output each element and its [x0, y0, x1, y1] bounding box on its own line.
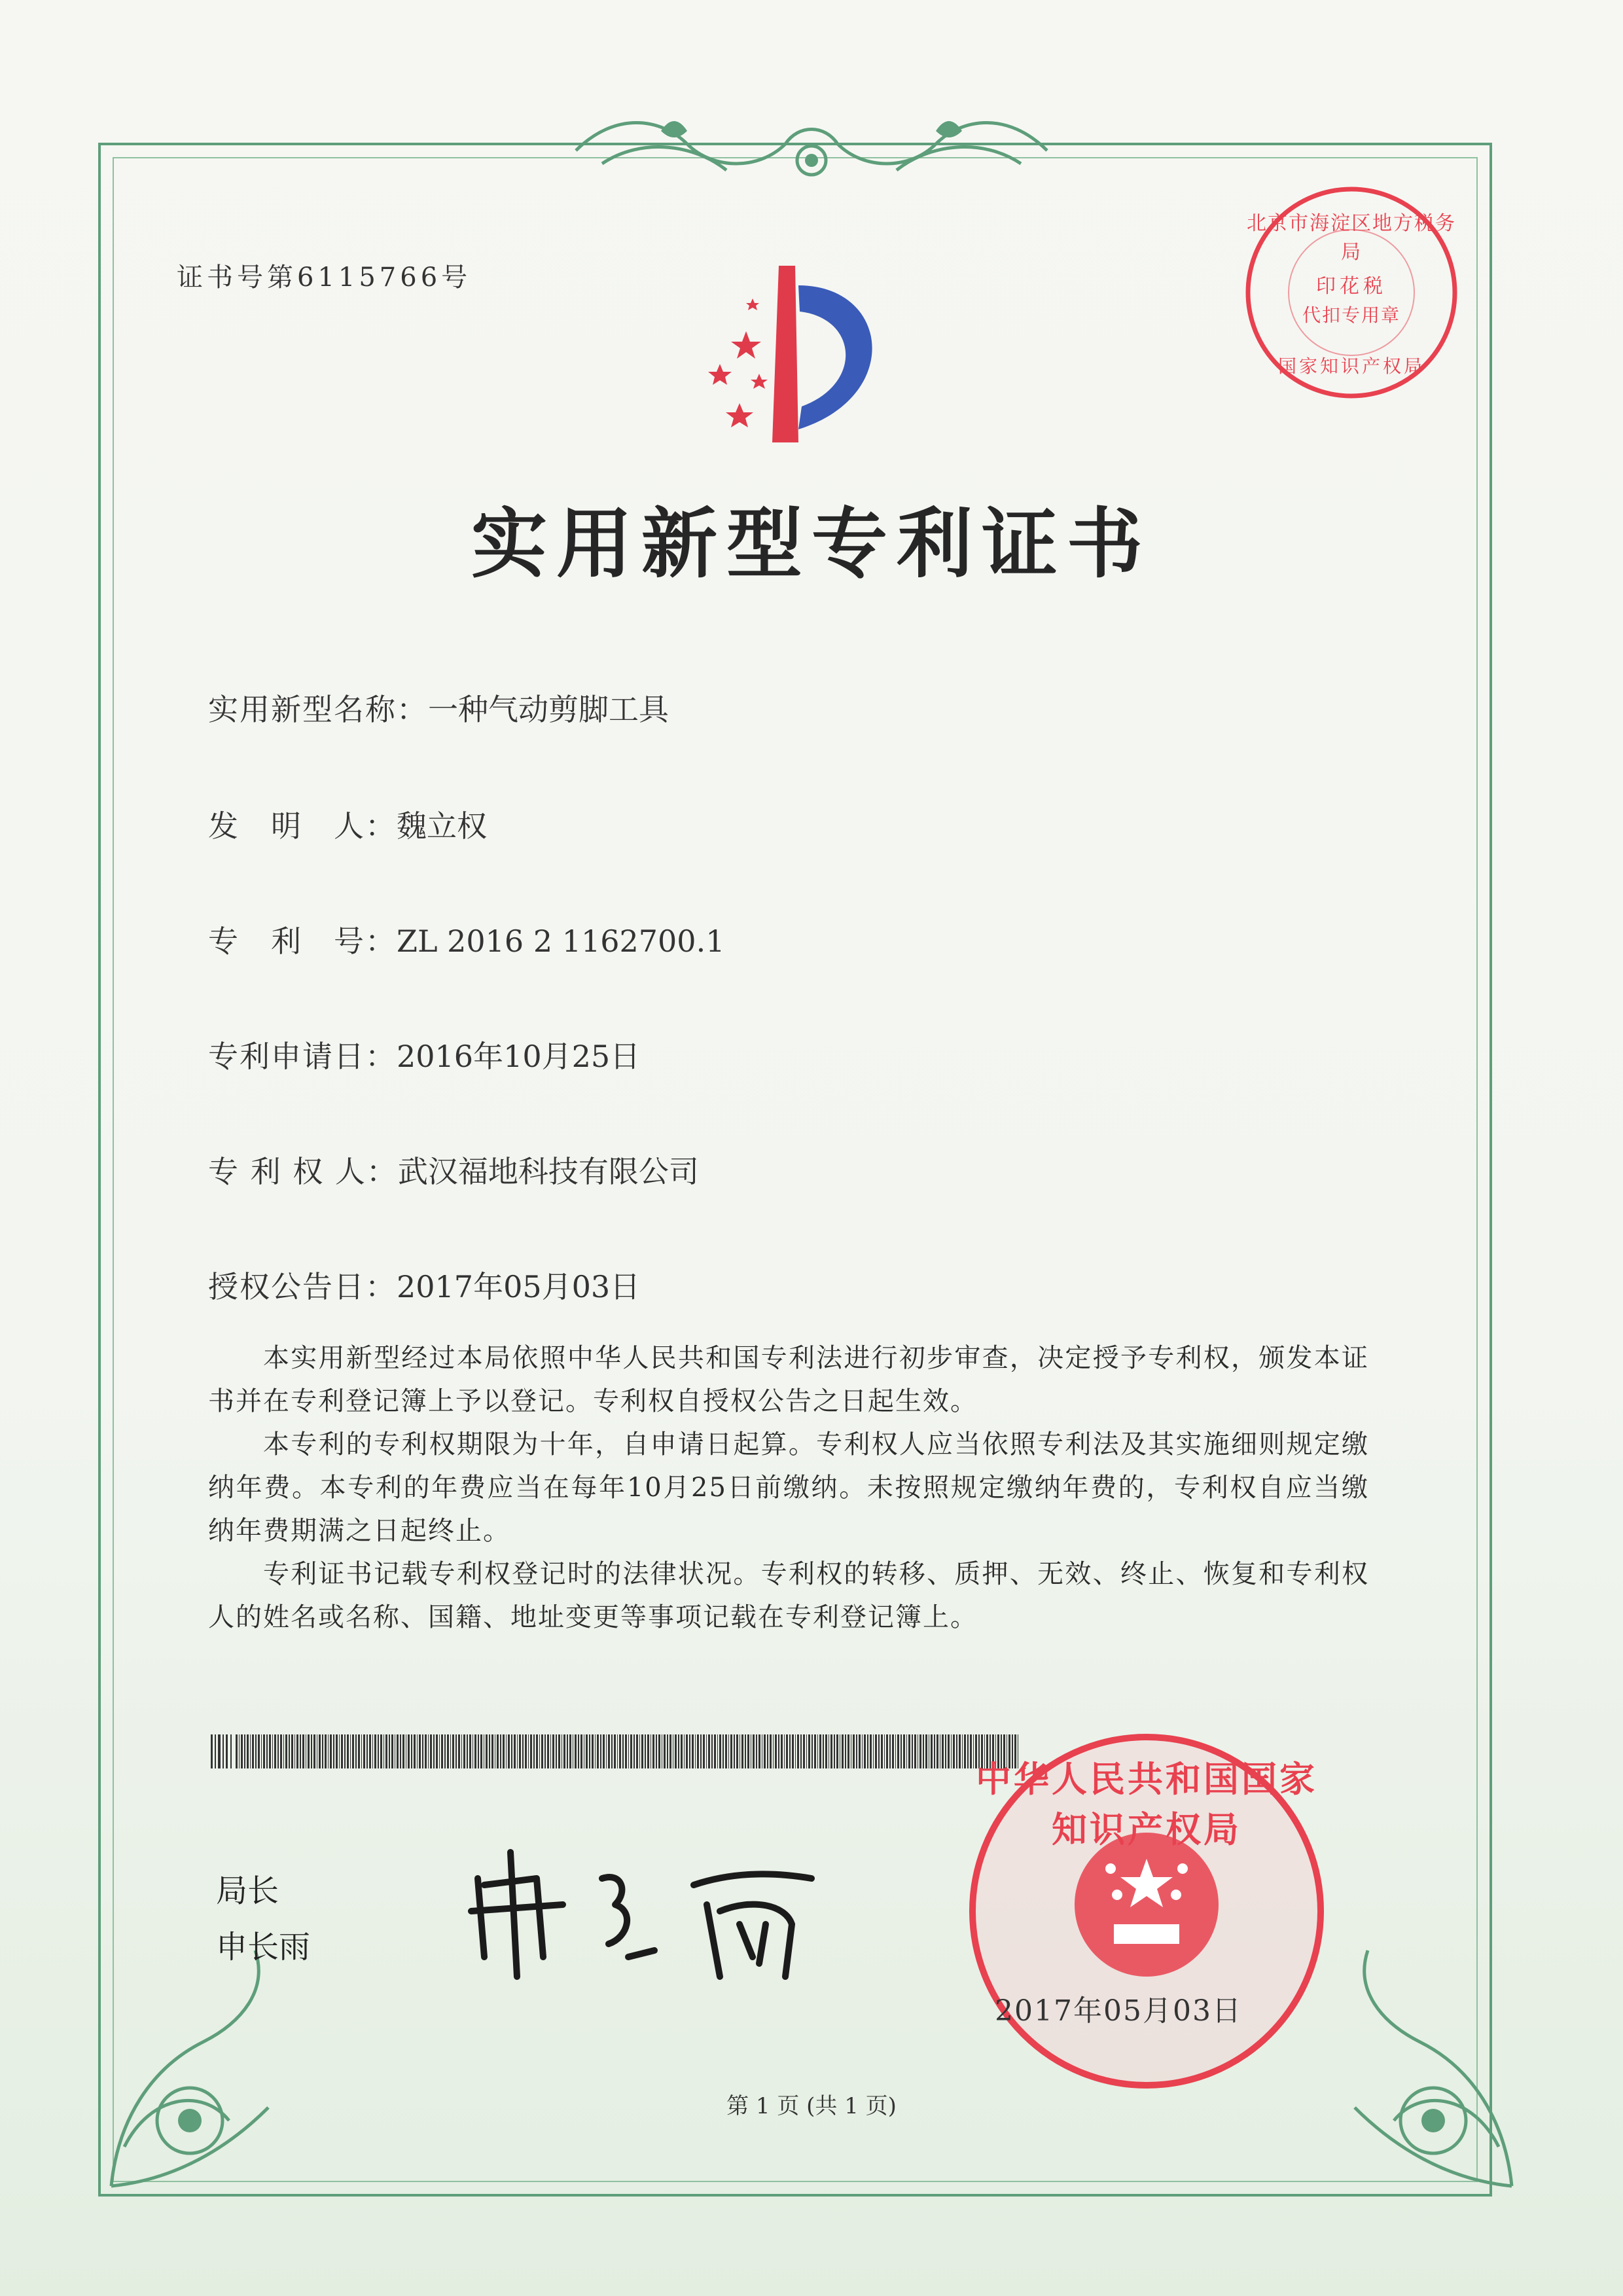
paragraph: 专利证书记载专利权登记时的法律状况。专利权的转移、质押、无效、终止、恢复和专利权人的姓名或名称、国籍、地址变更等事项记载在专利登记簿上。	[208, 1559, 1369, 1632]
field-value: ZL 2016 2 1162700.1	[397, 924, 725, 959]
field-value: 武汉福地科技有限公司	[397, 1154, 699, 1189]
issue-date: 2017年05月03日	[995, 1994, 1242, 2028]
director-title: 局长	[216, 1873, 279, 1909]
field-patent-number	[208, 918, 724, 961]
paragraph: 本实用新型经过本局依照中华人民共和国专利法进行初步审查，决定授予专利权，颁发本证书并在专利登记簿上予以登记。专利权自授权公告之日起生效。	[208, 1343, 1369, 1416]
tax-stamp: 北京市海淀区地方税务局 印花税 代扣专用章 国家知识产权局	[1243, 185, 1459, 401]
top-ornament	[563, 98, 1060, 190]
field-utility-model-name	[208, 686, 669, 729]
field-grant-date	[208, 1263, 640, 1306]
field-label: 专利申请日：	[208, 1039, 397, 1074]
official-seal: 中华人民共和国国家知识产权局	[963, 1728, 1330, 2094]
certificate-body	[208, 1336, 1369, 1639]
barcode	[211, 1734, 1022, 1768]
field-value: 魏立权	[397, 808, 487, 844]
field-value: 一种气动剪脚工具	[428, 692, 669, 727]
handwritten-signature	[458, 1833, 825, 1990]
field-label: 专 利 号：	[208, 924, 397, 959]
field-label: 专 利 权 人：	[208, 1154, 398, 1189]
certificate-number: 证书号第6115766号	[177, 262, 472, 293]
field-label: 授权公告日：	[208, 1269, 397, 1304]
field-label: 实用新型名称：	[208, 692, 428, 727]
field-patentee	[208, 1148, 699, 1191]
director-name: 申长雨	[216, 1929, 311, 1965]
certificate-title: 实用新型专利证书	[471, 499, 1152, 588]
field-value: 2017年05月03日	[397, 1269, 641, 1304]
bottom-right-ornament	[1309, 1924, 1525, 2199]
paragraph: 本专利的专利权期限为十年，自申请日起算。专利权人应当依照专利法及其实施细则规定缴纳年费。本专利的年费应当在每年10月25日前缴纳。未按照规定缴纳年费的，专利权自应当缴纳年费期满之日起终止。	[208, 1429, 1369, 1546]
page-footer: 第 1 页 (共 1 页)	[726, 2093, 897, 2119]
field-application-date	[208, 1033, 640, 1076]
patent-office-logo	[674, 259, 923, 449]
field-label: 发 明 人：	[208, 808, 397, 844]
field-value: 2016年10月25日	[397, 1039, 641, 1074]
field-inventor	[208, 802, 487, 846]
